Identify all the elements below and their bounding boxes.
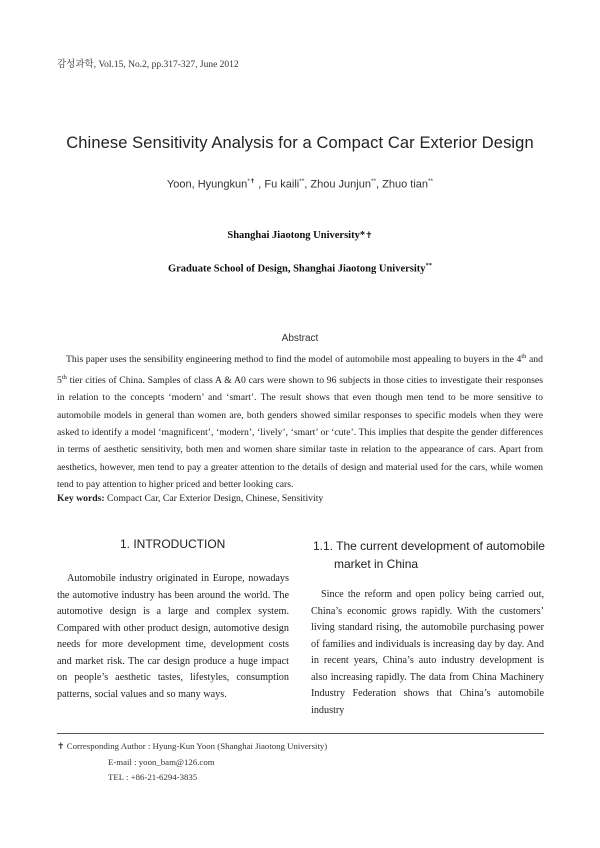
affiliation-mark: ✝ (365, 231, 373, 241)
author-name: Zhuo tian (382, 178, 429, 191)
journal-citation: 감성과학, Vol.15, No.2, pp.317-327, June 2012 (57, 60, 239, 70)
body-column-left (57, 571, 289, 703)
subsection-heading-line2: market in China (334, 557, 419, 571)
section-heading-introduction: 1. INTRODUCTION (120, 537, 226, 551)
author-mark: ** (299, 178, 305, 185)
abstract-text: This paper uses the sensibility engineering method to find the model of automobile most appealing to buyers in the 4 (66, 354, 522, 366)
author-mark: *✝ (247, 178, 256, 185)
footnote-phone: TEL : +86-21-6294-3835 (108, 772, 198, 782)
affiliation-university (0, 230, 600, 241)
ordinal-suffix: th (61, 373, 67, 381)
footnote (57, 739, 327, 785)
body-text: Automobile industry originated in Europe, nowadays the automotive industry has been around the world. The automotive design is a large and complex system. Compared with other product design, automotive design needs for more development time, development costs and market risk. The car design produce a huge impact on people’s aesthetic tastes, lifestyles, consumption patterns, social values and so many ways. (57, 573, 289, 700)
affiliation-graduate-school (0, 262, 600, 275)
footnote-email: E-mail : yoon_bam@126.com (108, 757, 215, 767)
subsection-heading (313, 537, 545, 573)
author-separator: , (376, 178, 383, 191)
abstract-heading: Abstract (281, 333, 319, 344)
keywords-label: Key words: (57, 493, 105, 504)
author-separator: , (304, 178, 311, 191)
affiliation-text: Shanghai Jiaotong University* (227, 230, 366, 241)
body-text: Since the reform and open policy being carried out, China’s economic grows rapidly. With the customers’ living standard rising, the automobile purchasing power of families and individuals is increasing day by day. And in recent years, China’s auto industry development is also increasing rapidly. The data from China Machinery Industry Federation shows that China’s automobile industry (311, 589, 544, 716)
author-separator: , (255, 178, 265, 191)
keywords (57, 493, 543, 504)
paper-title: Chinese Sensitivity Analysis for a Compact Car Exterior Design (66, 134, 534, 152)
author-name: Zhou Junjun (310, 178, 371, 191)
author-mark: ** (428, 178, 434, 185)
ordinal-suffix: th (521, 353, 527, 360)
footnote-mark: ✝ (57, 742, 65, 752)
affiliation-mark: ** (425, 262, 433, 269)
footnote-divider (57, 733, 544, 734)
author-list (0, 177, 600, 191)
abstract-body (57, 348, 543, 493)
author-name: Fu kaili (264, 178, 300, 191)
author-name: Yoon, Hyungkun (166, 178, 248, 191)
footnote-author: Corresponding Author : Hyung-Kun Yoon (Shanghai Jiaotong University) (64, 741, 328, 751)
subsection-heading-line1: 1.1. The current development of automobile (313, 539, 545, 553)
keywords-text: Compact Car, Car Exterior Design, Chinese, Sensitivity (104, 493, 324, 504)
body-column-right (311, 587, 544, 719)
abstract-text: and 5 (57, 354, 543, 386)
author-mark: ** (370, 178, 377, 185)
affiliation-text: Graduate School of Design, Shanghai Jiaotong University (167, 263, 426, 275)
abstract-text: tier cities of China. Samples of class A & A0 cars were shown to 96 subjects in those cities to investigate their responses in relation to the concepts ‘modern’ and ‘smart’. The result shows that even though men tend to be more sensitive to automobile models in general than women are, both genders showed similar responses to specific models when they were asked to identify a model ‘magnificent’, ‘modern’, ‘lively’, ‘smart’ or ‘cute’. This implies that despite the gender differences in terms of aesthetic sensitivity, both men and women share similar taste in relation to the appearance of cars. Apart from aesthetics, however, men tend to pay a greater attention to the details of design and material used for the cars, while women tend to pay attention to higher priced and better looking cars. (57, 374, 543, 490)
